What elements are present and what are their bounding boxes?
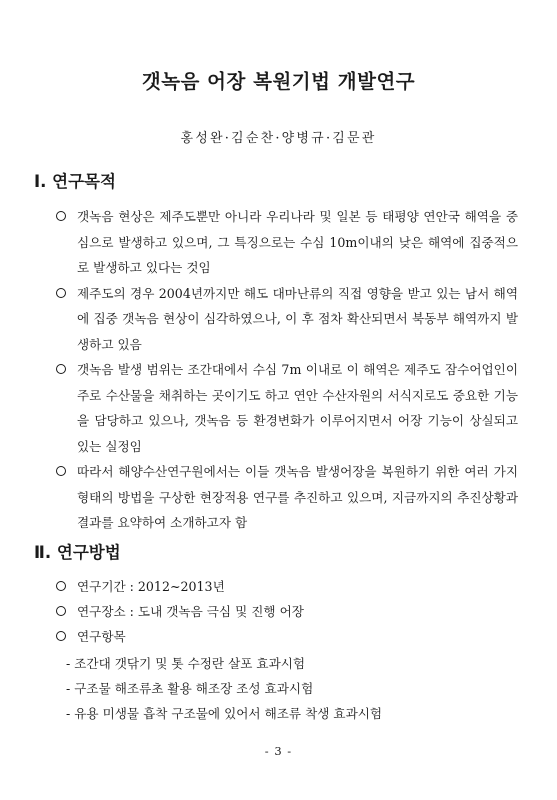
list-item bbox=[56, 459, 518, 536]
list-item: - 조간대 갯닦기 및 톳 수정란 살포 효과시험 bbox=[66, 656, 306, 671]
list-item bbox=[56, 624, 518, 649]
circle-bullet-icon bbox=[56, 466, 66, 476]
bullet-text: 연구항목 bbox=[77, 629, 126, 644]
list-item bbox=[56, 599, 518, 624]
bullet-text: 연구장소 : 도내 갯녹음 극심 및 진행 어장 bbox=[77, 604, 304, 619]
list-item: - 구조물 해조류초 활용 해조장 조성 효과시험 bbox=[66, 681, 314, 696]
circle-bullet-icon bbox=[56, 211, 66, 221]
list-item bbox=[56, 281, 518, 358]
circle-bullet-icon bbox=[56, 606, 66, 616]
section-heading-purpose: Ⅰ. 연구목적 bbox=[34, 172, 116, 191]
list-item: - 유용 미생물 흡착 구조물에 있어서 해조류 착생 효과시험 bbox=[66, 706, 383, 721]
research-item-list bbox=[66, 651, 506, 726]
author-list: 홍성완·김순찬·양병규·김문관 bbox=[180, 131, 377, 146]
bullet-text: 갯녹음 발생 범위는 조간대에서 수심 7m 이내로 이 해역은 제주도 잠수어업인이 주로 수산물을 채취하는 곳이기도 하고 연안 수산자원의 서식지로도 중요한 기능을 담당하고 있으나, 갯녹음 등 환경변화가 이루어지면서 어장 기능이 상실되고 있는 실정임 bbox=[77, 362, 518, 454]
list-item bbox=[56, 204, 518, 281]
bullet-text: 연구기간 : 2012~2013년 bbox=[77, 579, 225, 594]
list-item bbox=[56, 357, 518, 459]
document-title: 갯녹음 어장 복원기법 개발연구 bbox=[141, 70, 416, 93]
circle-bullet-icon bbox=[56, 364, 66, 374]
section-heading-method: Ⅱ. 연구방법 bbox=[34, 543, 121, 562]
bullet-text: 따라서 해양수산연구원에서는 이들 갯녹음 발생어장을 복원하기 위한 여러 가지 형태의 방법을 구상한 현장적용 연구를 추진하고 있으며, 지금까지의 추진상황과 결과를 요약하여 소개하고자 함 bbox=[77, 464, 518, 530]
bullet-text: 갯녹음 현상은 제주도뿐만 아니라 우리나라 및 일본 등 태평양 연안국 해역을 중심으로 발생하고 있으며, 그 특징으로는 수심 10m이내의 낮은 해역에 집중적으로 발생하고 있다는 것임 bbox=[77, 209, 518, 275]
method-bullet-list bbox=[56, 574, 518, 649]
purpose-bullet-list bbox=[56, 204, 518, 536]
circle-bullet-icon bbox=[56, 631, 66, 641]
circle-bullet-icon bbox=[56, 288, 66, 298]
page-number: - 3 - bbox=[264, 744, 293, 758]
list-item bbox=[56, 574, 518, 599]
bullet-text: 제주도의 경우 2004년까지만 해도 대마난류의 직접 영향을 받고 있는 남서 해역에 집중 갯녹음 현상이 심각하였으나, 이 후 점차 확산되면서 북동부 해역까지 발생하고 있음 bbox=[77, 285, 518, 352]
circle-bullet-icon bbox=[56, 581, 66, 591]
